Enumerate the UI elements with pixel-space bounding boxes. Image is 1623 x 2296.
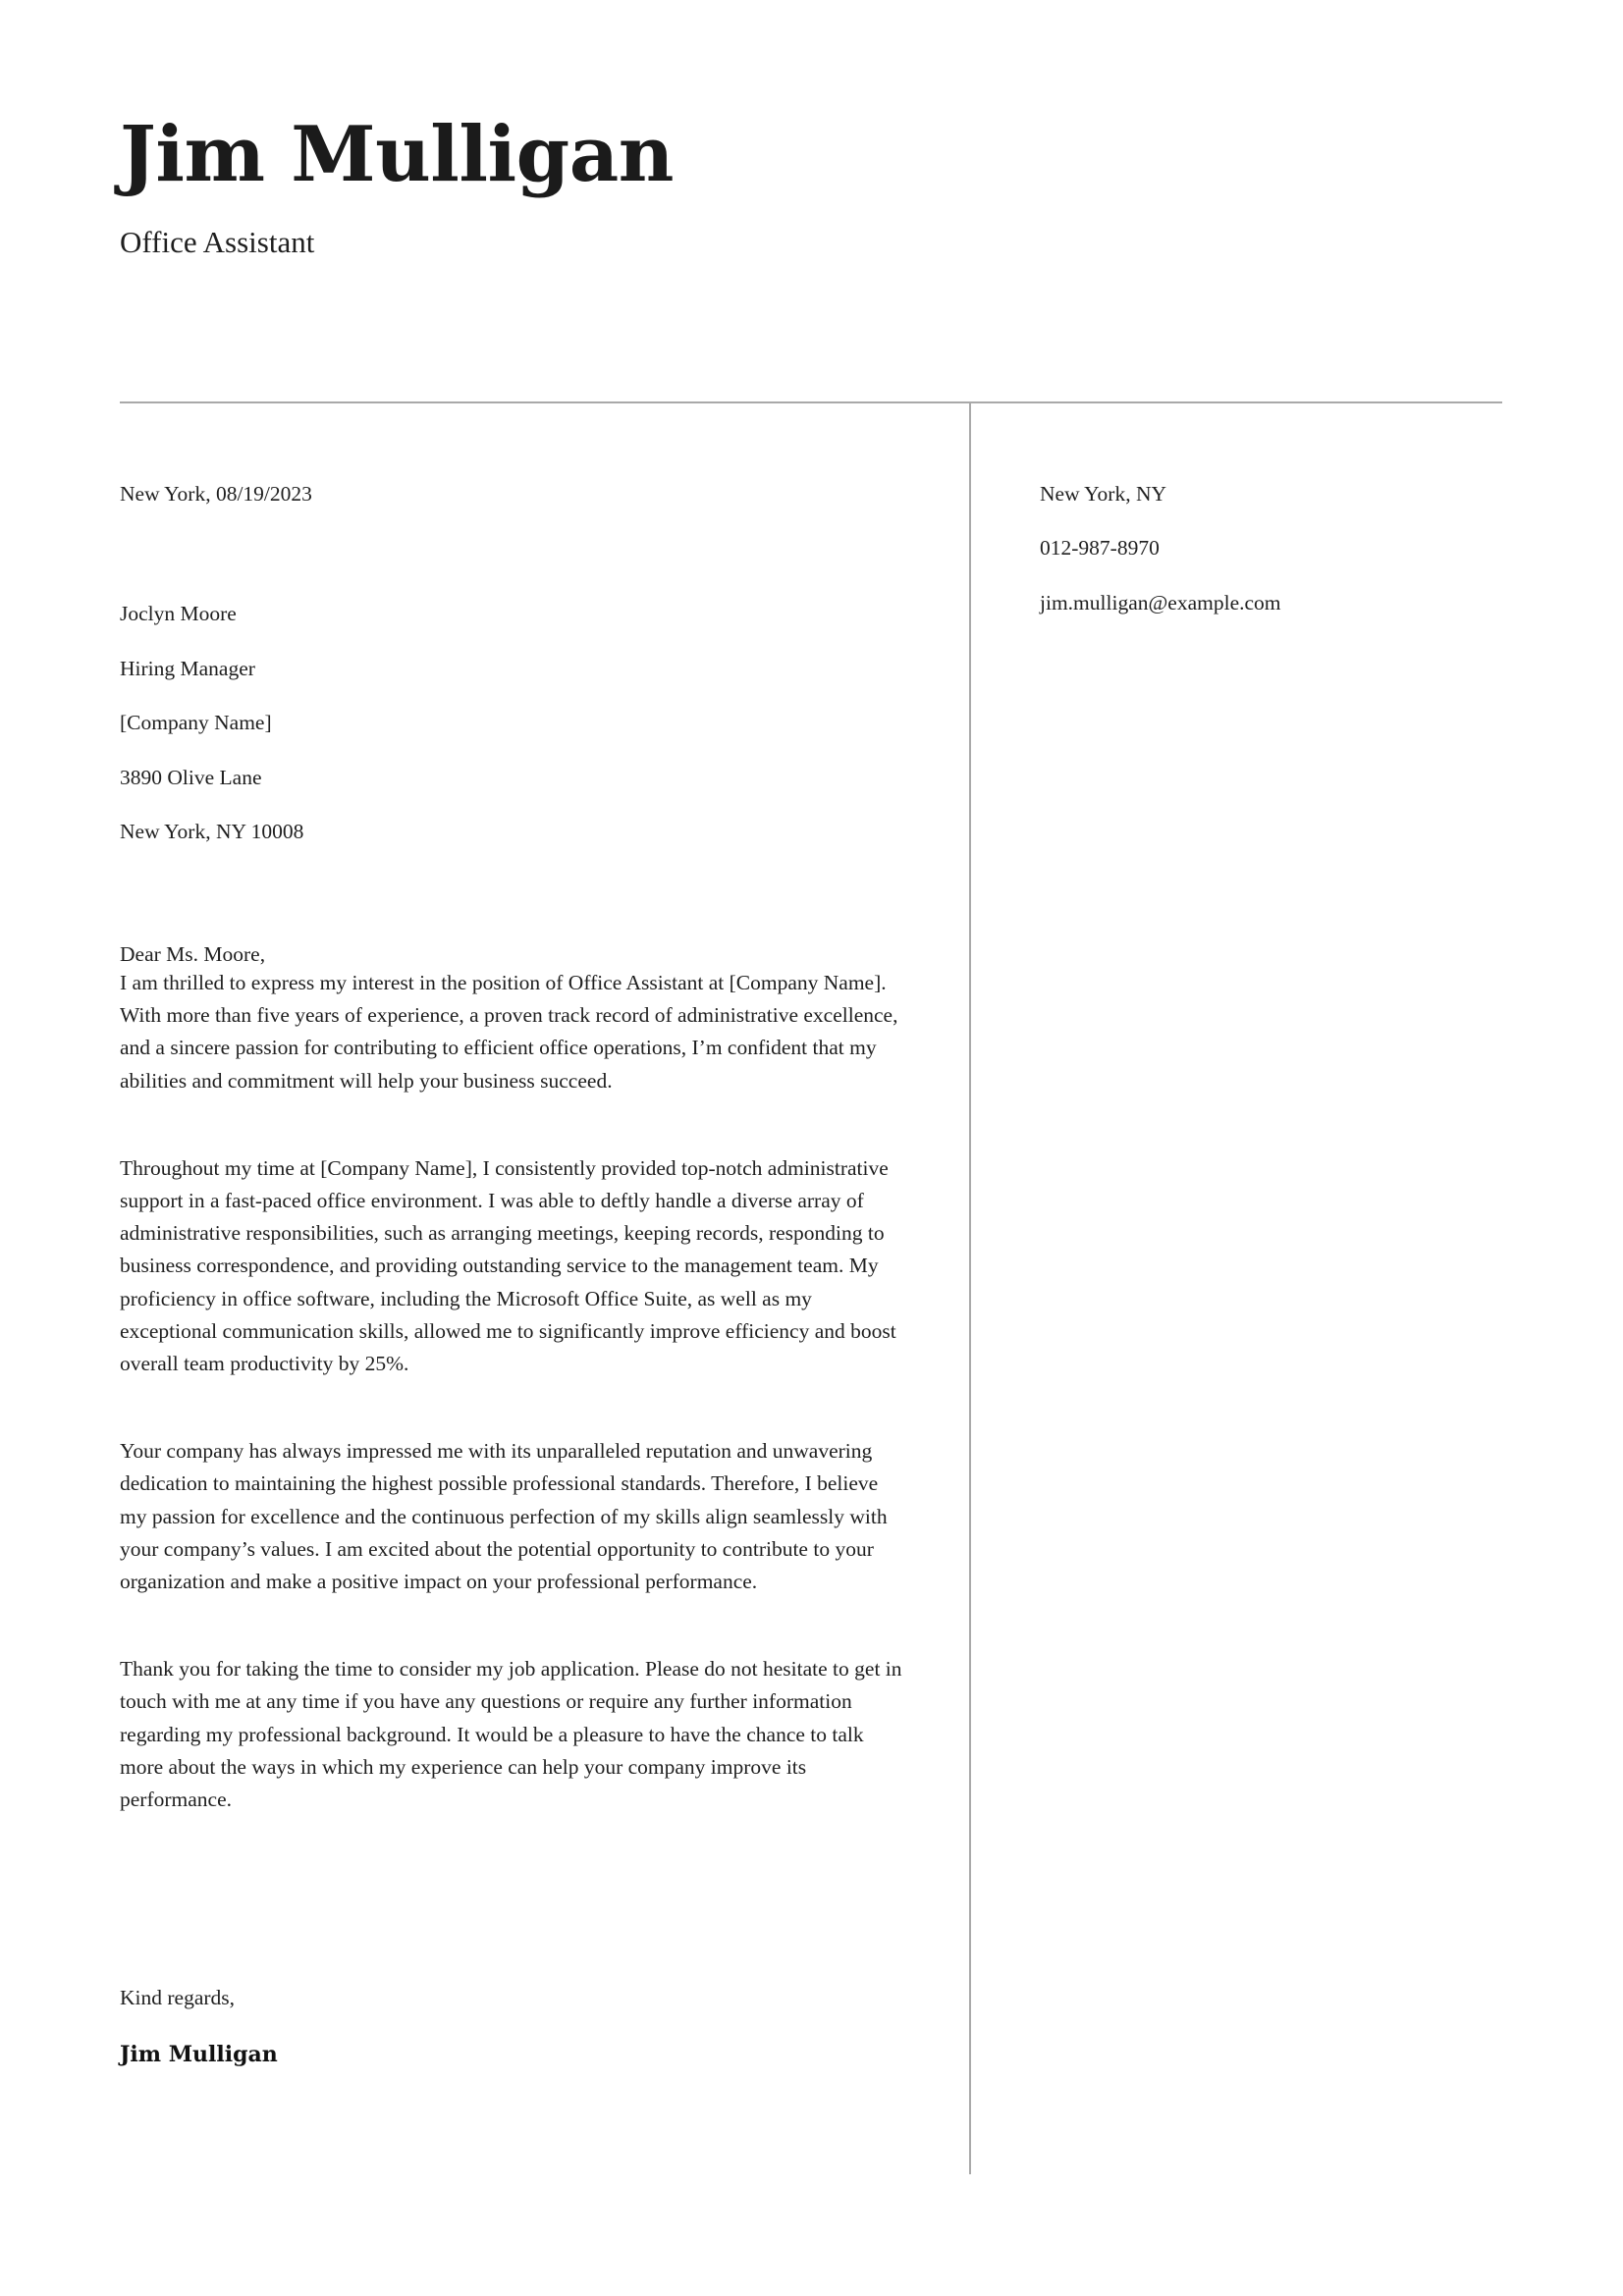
recipient-street: 3890 Olive Lane	[120, 765, 262, 789]
letter-contact-column	[1040, 481, 1491, 644]
letter-closing	[120, 1985, 709, 2069]
salutation-spacer	[120, 873, 895, 941]
body-paragraph-3: Your company has always impressed me with its unparalleled reputation and unwavering dedication to maintaining the highest possible professional standards. Therefore, I believe my passion for excellence and the continuous perfection of my skills align seamlessly with your company’s values. I am excited about the potential opportunity to contribute to your organization and make a positive impact on your professional performance.	[120, 1439, 888, 1594]
contact-phone: 012-987-8970	[1040, 536, 1160, 561]
contact-location: New York, NY	[1040, 482, 1167, 506]
letter-date-line: New York, 08/19/2023	[120, 482, 312, 506]
letter-left-column	[120, 481, 895, 968]
date-spacer	[120, 535, 895, 601]
recipient-name: Joclyn Moore	[120, 602, 237, 626]
body-paragraph-4: Thank you for taking the time to consider my job application. Please do not hesitate to get in touch with me at any time if you have any questions or require any further information regarding my professional background. It would be a pleasure to have the chance to talk more about the ways in which my experience can help your company improve its performance.	[120, 1657, 902, 1812]
letter-header	[120, 110, 1504, 260]
recipient-company: [Company Name]	[120, 711, 272, 735]
recipient-role: Hiring Manager	[120, 656, 255, 680]
recipient-address-block	[120, 601, 895, 844]
closing-sign-off: Kind regards,	[120, 1986, 236, 2009]
page-title: Jim Mulligan	[120, 110, 674, 199]
header-divider	[120, 401, 1502, 403]
signature-name: Jim Mulligan	[120, 2041, 278, 2067]
recipient-city-state-zip: New York, NY 10008	[120, 819, 304, 843]
contact-email: jim.mulligan@example.com	[1040, 590, 1281, 614]
letter-salutation: Dear Ms. Moore,	[120, 942, 266, 967]
letter-body	[120, 967, 905, 1871]
body-paragraph-1: I am thrilled to express my interest in the position of Office Assistant at [Company Name]. With more than five years of experience, a proven track record of administrative excellence, and a sincere passion for contributing to efficient office operations, I’m confident that my abilities and commitment will help your business succeed.	[120, 971, 898, 1093]
column-divider	[969, 403, 971, 2174]
body-paragraph-2: Throughout my time at [Company Name], I consistently provided top-notch administrative support in a fast-paced office environment. I was able to deftly handle a diverse array of administrative responsibilities, such as arranging meetings, keeping records, responding to business correspondence, and providing outstanding service to the management team. My proficiency in office software, including the Microsoft Office Suite, as well as my exceptional communication skills, allowed me to significantly improve efficiency and boost overall team productivity by 25%.	[120, 1155, 896, 1376]
applicant-job-title: Office Assistant	[120, 224, 315, 259]
